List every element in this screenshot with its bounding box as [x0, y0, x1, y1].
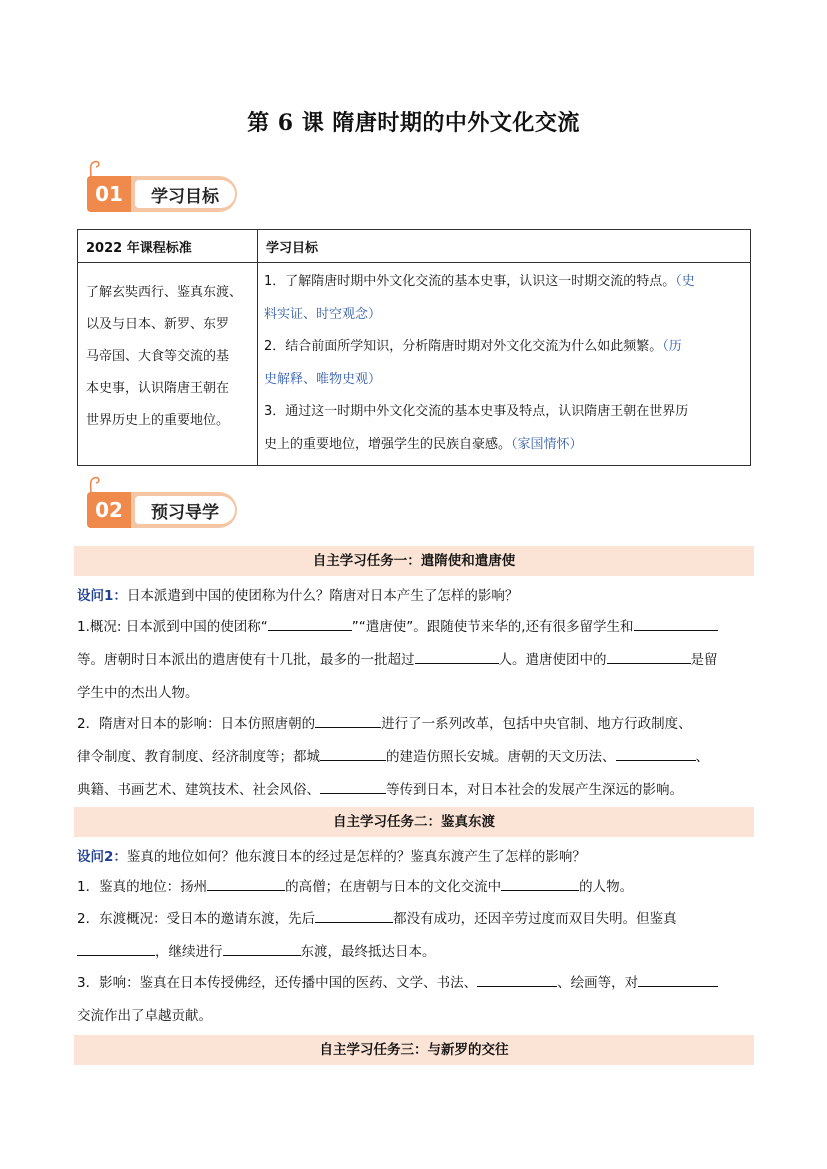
standard-line: 世界历史上的重要地位。 — [86, 413, 230, 428]
standard-line: 马帝国、大食等交流的基 — [86, 349, 230, 364]
goals-table — [77, 229, 751, 466]
question-1: 设问1：日本派遣到中国的使团称为什么？隋唐对日本产生了怎样的影响？ — [77, 588, 519, 604]
fill-blank[interactable] — [415, 649, 499, 664]
task2-paragraph-2: 2．东渡概况：受日本的邀请东渡，先后 都没有成功，还因辛劳过度而双目失明。但鉴真 ，继续进行 东渡，最终抵达日本。 — [77, 903, 757, 969]
badge-label: 学习目标 — [135, 180, 235, 208]
question-2: 设问2：鉴真的地位如何？他东渡日本的经过是怎样的？鉴真东渡产生了怎样的影响？ — [77, 849, 586, 865]
task-bar-2: 自主学习任务二：鉴真东渡 — [74, 807, 754, 837]
goal-item-2: 2．结合前面所学知识，分析隋唐时期对外文化交流为什么如此频繁。（历 史解释、唯物史观） — [264, 339, 682, 387]
fill-blank[interactable] — [634, 616, 718, 631]
fill-blank[interactable] — [268, 616, 352, 631]
goals-cell — [258, 263, 751, 466]
section-badge-preview — [83, 474, 243, 534]
fill-blank[interactable] — [616, 746, 696, 761]
fill-blank[interactable] — [315, 908, 393, 923]
task1-paragraph-2: 2．隋唐对日本的影响：日本仿照唐朝的 进行了一系列改革，包括中央官制、地方行政制度、 律令制度、教育制度、经济制度等；都城 的建造仿照长安城。唐朝的天文历法、 、 典籍、书画艺术、建筑技术、社会风俗、 等传到日本，对日本社会的发展产生深远的影响。 — [77, 708, 757, 807]
fill-blank[interactable] — [477, 972, 557, 987]
badge-number: 02 — [87, 492, 131, 528]
badge-label: 预习导学 — [135, 496, 235, 524]
fill-blank[interactable] — [77, 941, 155, 956]
table-header-standard: 2022 年课程标准 — [78, 230, 258, 263]
fill-blank[interactable] — [315, 713, 381, 728]
page-title: 第 6 课 隋唐时期的中外文化交流 — [247, 110, 580, 136]
task-bar-3: 自主学习任务三：与新罗的交往 — [74, 1035, 754, 1065]
fill-blank[interactable] — [501, 876, 579, 891]
badge-number: 01 — [87, 176, 131, 212]
table-header-goals: 学习目标 — [258, 230, 751, 263]
section-badge-goals — [83, 158, 243, 218]
fill-blank[interactable] — [320, 746, 386, 761]
fill-blank[interactable] — [207, 876, 285, 891]
task-bar-1: 自主学习任务一：遣隋使和遣唐使 — [74, 546, 754, 576]
task2-paragraph-1: 1．鉴真的地位：扬州 的高僧；在唐朝与日本的文化交流中 的人物。 — [77, 871, 757, 904]
fill-blank[interactable] — [638, 972, 718, 987]
standard-line: 了解玄奘西行、鉴真东渡、 — [86, 285, 243, 300]
fill-blank[interactable] — [223, 941, 301, 956]
fill-blank[interactable] — [607, 649, 691, 664]
fill-blank[interactable] — [320, 779, 386, 794]
goal-item-1: 1．了解隋唐时期中外文化交流的基本史事，认识这一时期交流的特点。（史 料实证、时空观念） — [264, 274, 695, 322]
goal-item-3: 3．通过这一时期中外文化交流的基本史事及特点，认识隋唐王朝在世界历 史上的重要地位，增强学生的民族自豪感。（家国情怀） — [264, 404, 689, 452]
standard-cell — [78, 263, 258, 466]
task2-paragraph-3: 3．影响：鉴真在日本传授佛经，还传播中国的医药、文学、书法、 、绘画等，对 交流作出了卓越贡献。 — [77, 967, 757, 1033]
standard-line: 以及与日本、新罗、东罗 — [86, 317, 230, 332]
standard-line: 本史事，认识隋唐王朝在 — [86, 381, 230, 396]
task1-paragraph-1: 1.概况: 日本派到中国的使团称“ ”“遣唐使”。跟随使节来华的,还有很多留学生和 等。唐朝时日本派出的遣唐使有十几批，最多的一批超过 人。遣唐使团中的 是留 学生中的杰出人物。 — [77, 611, 757, 710]
